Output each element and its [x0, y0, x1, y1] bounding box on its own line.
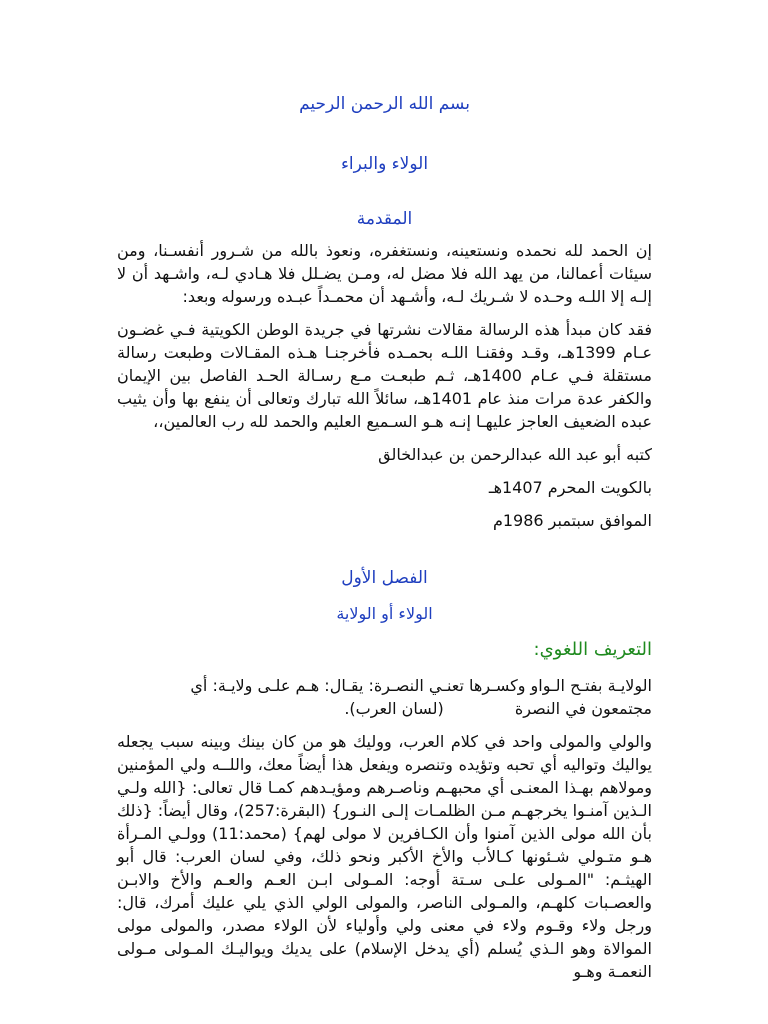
gregorian-date: الموافق سبتمبر 1986م	[492, 511, 652, 530]
place-date: بالكويت المحرم 1407هـ	[488, 478, 652, 497]
definition-heading: التعريف اللغوي:	[533, 639, 652, 660]
basmala-heading: بسم الله الرحمن الرحيم	[299, 94, 470, 114]
author-line: كتبه أبو عبد الله عبدالرحمن بن عبدالخالق	[378, 445, 652, 464]
definition-line-1: الولايـة بفتـح الـواو وكسـرها تعنـي النصـرة: يقـال: هـم علـى ولايـة: أي	[190, 676, 652, 695]
definition-line-2: مجتمعون في النصرة (لسان العرب).	[344, 699, 652, 718]
intro-heading: المقدمة	[356, 209, 413, 229]
book-title: الولاء والبراء	[340, 154, 429, 174]
chapter-title: الفصل الأول	[341, 568, 428, 588]
definition-paragraph-2: والولي والمولى واحد في كلام العرب، ووليك هو من كان بينك وبينه سبب يجعله يواليك وتواليه أي تحبه وتؤيده وتنصره ويفعل هذا أيضاً معك، واللــه ولي المؤمنين ومولاهم بهـذا المعنـى أي محبهـم وناصـرهم ومؤيـدهم كمـا قال تعالى: {الله ولـي الـذين آمنـوا يخرجهـم مـن الظلمـات إلـى النـور} (البقرة:257)، وقال أيضاً: {ذلك بأن الله مولى الذين آمنوا وأن الكـافرين لا مولى لهم} (محمد:11) وولـي المـرأة هـو متـولي شـئونها كـالأب والأخ الأكبر ونحو ذلك، وفي لسان العرب: قال أبو الهيثـم: "المـولى علـى سـتة أوجه: المـولى ابـن العـم والعـم والأخ والابـن والعصـبات كلهـم، والمـولى الناصر، والمولى الولي الذي يلي عليك أمرك، قال: ورجل ولاء وقـوم ولاء في معنى ولي وأولياء لأن الولاء مصدر، والمولى مولى الموالاة وهو الـذي يُسلم (أي يدخل الإسلام) على يديك ويواليـك المـولى مـولى النعمـة وهـو	[117, 732, 652, 981]
intro-paragraph-2: فقد كان مبدأ هذه الرسالة مقالات نشرتها في جريدة الوطن الكويتية فـي غضـون عـام 1399هـ، وقـد وفقنـا اللـه بحمـده فأخرجنـا هـذه المقـالات وطبعت رسالة مستقلة فـي عـام 1400هـ، ثـم طبعـت مـع رسـالة الحـد الفاصل بين الإيمان والكفر عدة مرات منذ عام 1401هـ، سائلاً الله تبارك وتعالى أن ينفع بها وأن يثيب عبده الضعيف العاجز عليهـا إنـه هـو السـميع العليم والحمد لله رب العالمين،،	[117, 320, 652, 431]
definition-paragraph-1	[117, 674, 652, 720]
chapter-subtitle: الولاء أو الولاية	[336, 604, 433, 623]
document-content	[117, 92, 652, 983]
intro-paragraph-1: إن الحمد لله نحمده ونستعينه، ونستغفره، ونعوذ بالله من شـرور أنفسـنا، ومن سيئات أعمالنا، من يهد الله فلا مضل له، ومـن يضـلل فلا هـادي لـه، واشـهد أن لا إلـه إلا اللـه وحـده لا شـريك لـه، وأشـهد أن محمـداً عبـده ورسوله وبعد:	[117, 241, 652, 306]
